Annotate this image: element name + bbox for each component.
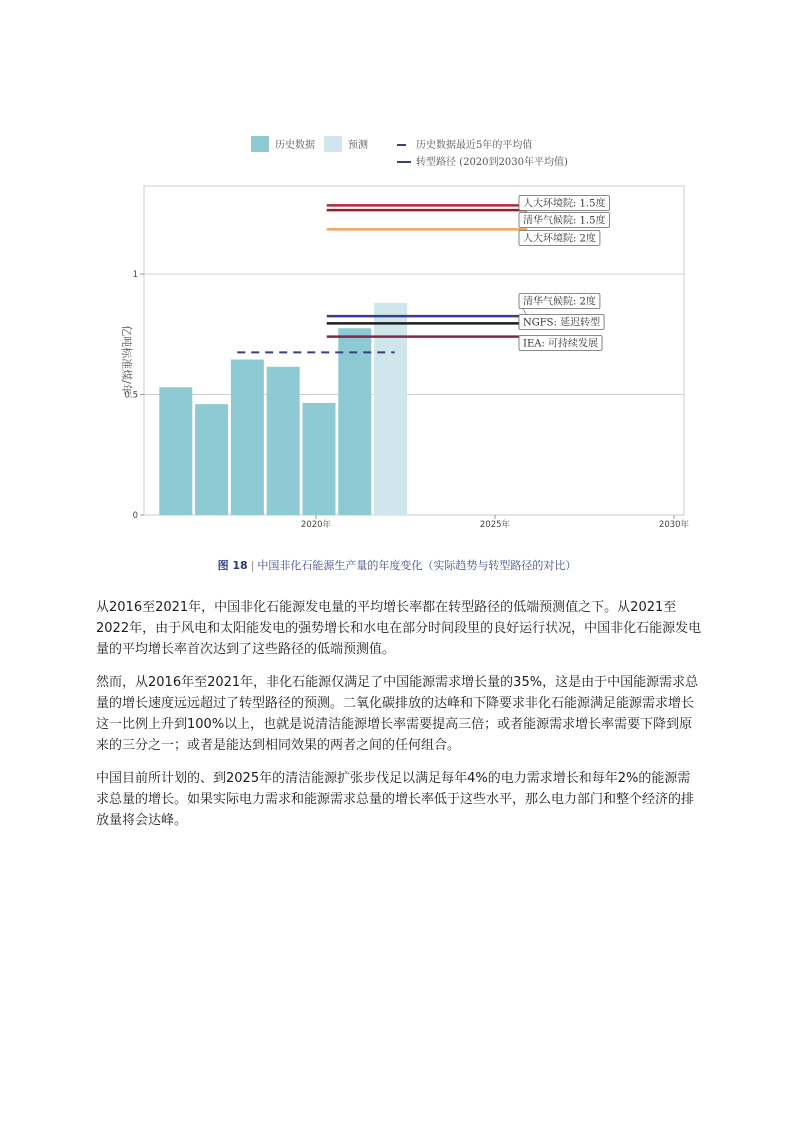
figure-number: 图 18: [217, 559, 248, 572]
bars: [159, 303, 407, 515]
x-tick-label: 2030年: [658, 520, 690, 530]
x-tick-label: 2020年: [300, 520, 332, 530]
x-axis-ticks: [301, 515, 690, 530]
pathway-lines: [327, 205, 527, 336]
bar-historical: [338, 328, 371, 515]
bar-historical: [231, 360, 264, 515]
y-tick-label: 1: [132, 270, 138, 280]
annotation-label: 清华气候院: 1.5度: [523, 215, 606, 227]
x-tick-label: 2025年: [479, 520, 511, 530]
figure-caption: [0, 557, 794, 573]
annotation-label: 人大环境院: 2度: [523, 233, 596, 245]
y-tick-label: 0: [132, 511, 138, 521]
paragraph-1: 从2016至2021年，中国非化石能源发电量的平均增长率都在转型路径的低端预测值之下。从2021至2022年，由于风电和太阳能发电的强势增长和水电在部分时间段里的良好运行状况，中国非化石能源发电量的平均增长率首次达到了这些路径的低端预测值。: [96, 600, 702, 657]
energy-chart: [0, 0, 794, 550]
annotation-label: 清华气候院: 2度: [523, 296, 596, 308]
y-tick-label: 0.5: [124, 390, 138, 401]
y-axis-ticks: [124, 270, 144, 521]
bar-forecast: [374, 303, 407, 515]
pathway-annotations: [519, 196, 609, 351]
annotation-label: NGFS: 延迟转型: [523, 317, 601, 329]
bar-historical: [303, 403, 336, 515]
gridlines: [144, 274, 684, 395]
paragraph-3: 中国目前所计划的、到2025年的清洁能源扩张步伐足以满足每年4%的电力需求增长和每年2%的能源需求总量的增长。如果实际电力需求和能源需求总量的增长率低于这些水平，那么电力部门和整个经济的排放量将会达峰。: [96, 771, 695, 828]
legend-swatch-forecast: [324, 136, 342, 152]
legend-label-forecast: 预测: [348, 140, 368, 151]
caption-text: 中国非化石能源生产量的年度变化（实际趋势与转型路径的对比）: [257, 559, 577, 572]
annotation-label: 人大环境院: 1.5度: [523, 198, 606, 210]
bar-historical: [195, 404, 228, 515]
legend-label-pathway: 转型路径 (2020到2030年平均值): [416, 157, 568, 168]
paragraph-2: 然而，从2016年至2021年，非化石能源仅满足了中国能源需求增长量的35%，这是由于中国能源需求总量的增长速度远远超过了转型路径的预测。二氧化碳排放的达峰和下降要求非化石能源满足能源需求增长这一比例上升到100%以上，也就是说清洁能源增长率需要提高三倍；或者能源需求增长率需要下降到原来的三分之一；或者是能达到相同效果的两者之间的任何组合。: [96, 675, 699, 753]
bar-historical: [159, 387, 192, 515]
annotation-label: IEA: 可持续发展: [523, 338, 599, 350]
legend-label-historical: 历史数据: [275, 140, 315, 151]
bar-historical: [267, 367, 300, 515]
y-axis-label: 亿吨标准煤/年: [120, 325, 133, 395]
chart-legend: [251, 136, 568, 168]
legend-swatch-historical: [251, 136, 269, 152]
legend-label-avg5: 历史数据最近5年的平均值: [416, 140, 533, 151]
caption-separator: |: [250, 559, 255, 572]
